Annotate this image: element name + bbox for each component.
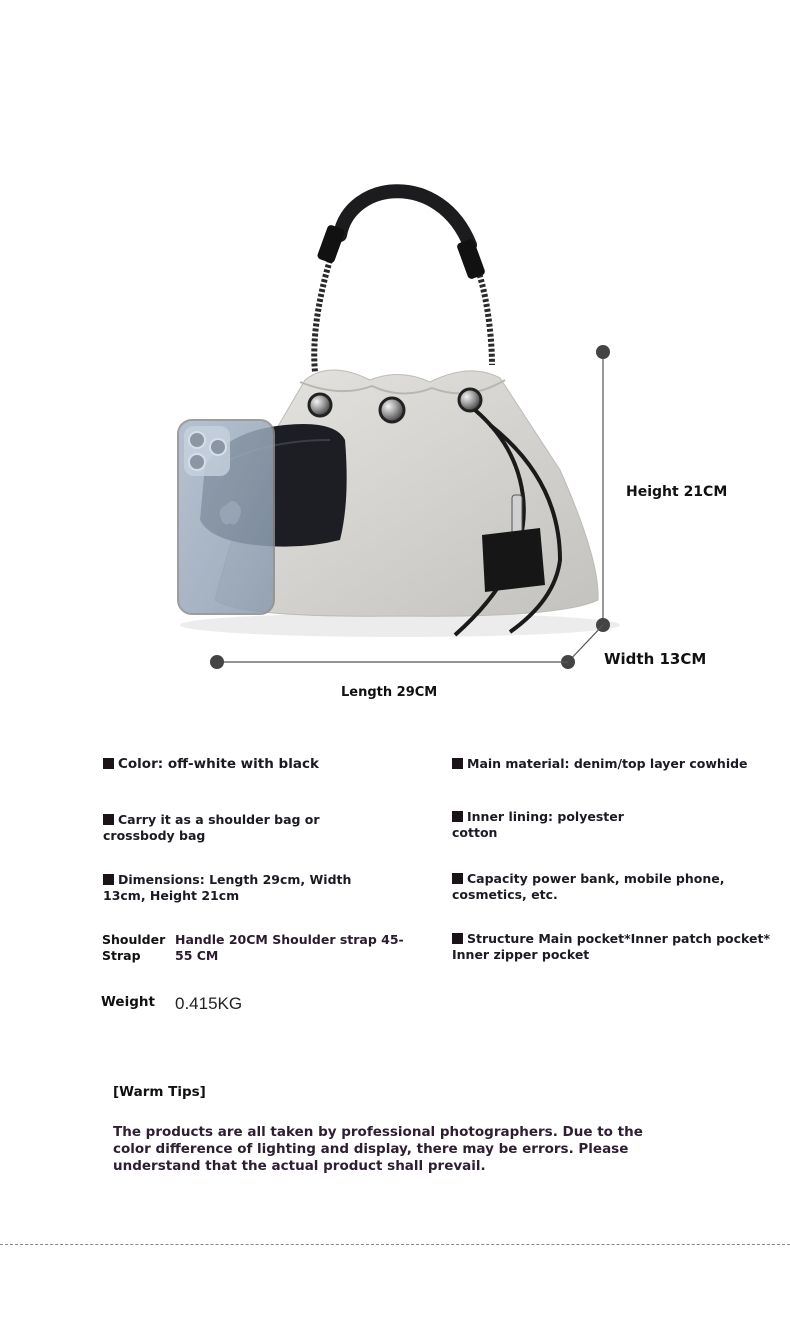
bullet-square: [103, 758, 114, 769]
spec-dimensions: Dimensions: Length 29cm, Width 13cm, Height 21cm: [103, 872, 352, 903]
spec-shoulder-strap-value: Handle 20CM Shoulder strap 45-55 CM: [175, 932, 404, 963]
bullet-square: [452, 758, 463, 769]
bag-handle: [314, 191, 492, 372]
spec-weight-value: 0.415KG: [175, 994, 243, 1013]
eyelet: [380, 398, 404, 422]
spec-inner-lining: Inner lining: polyester cotton: [452, 809, 624, 840]
bullet-square: [452, 873, 463, 884]
tips-body: The products are all taken by professional photographers. Due to the color difference of lighting and display, there may be errors. Please understand that the actual product shall prevail.: [113, 1124, 643, 1174]
length-marker: [210, 655, 568, 669]
spec-shoulder-strap-key: Shoulder Strap: [102, 932, 166, 963]
spec-structure: Structure Main pocket*Inner patch pocket* Inner zipper pocket: [452, 931, 771, 962]
eyelet: [459, 389, 481, 411]
bag-shadow: [180, 613, 620, 637]
bullet-square: [452, 811, 463, 822]
bullet-square: [103, 814, 114, 825]
spec-capacity: Capacity power bank, mobile phone, cosmetics, etc.: [452, 871, 725, 902]
dashed-divider: [0, 1244, 790, 1245]
phone-icon: [178, 420, 274, 614]
bullet-square: [452, 933, 463, 944]
eyelet: [309, 394, 331, 416]
spec-color: Color: off-white with black: [103, 756, 403, 772]
height-label: Height 21CM: [626, 484, 728, 500]
width-label: Width 13CM: [604, 650, 707, 668]
spec-carry: Carry it as a shoulder bag or crossbody bag: [103, 812, 320, 843]
length-label: Length 29CM: [341, 685, 438, 700]
spec-weight-key: Weight: [101, 994, 155, 1010]
tips-title: [Warm Tips]: [113, 1084, 206, 1100]
bullet-square: [103, 874, 114, 885]
spec-main-material: Main material: denim/top layer cowhide: [452, 756, 762, 772]
